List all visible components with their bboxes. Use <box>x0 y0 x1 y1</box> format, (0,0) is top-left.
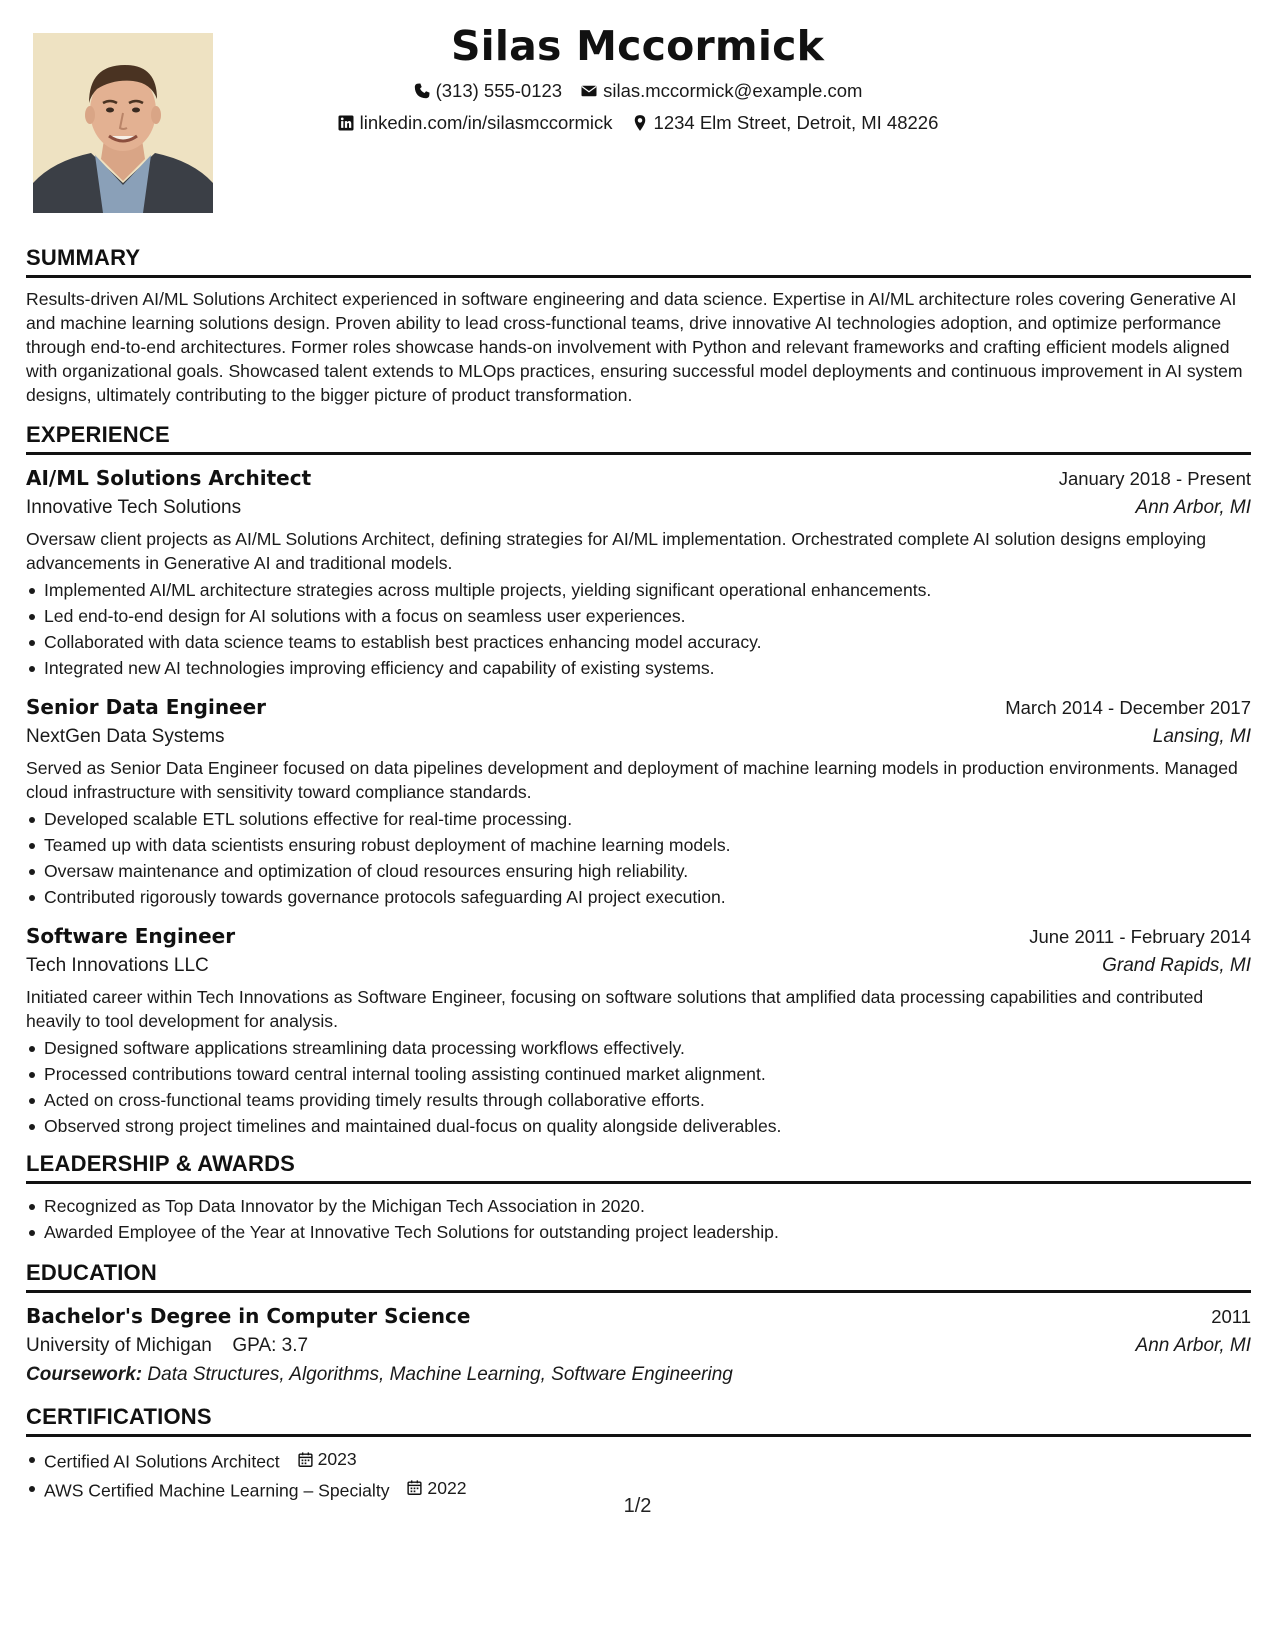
list-item: Contributed rigorously towards governance protocols safeguarding AI project execution. <box>26 884 1251 910</box>
list-item: Oversaw maintenance and optimization of cloud resources ensuring high reliability. <box>26 858 1251 884</box>
job-bullets <box>26 806 1251 910</box>
job-bullets <box>26 1035 1251 1139</box>
calendar-icon <box>406 1479 423 1496</box>
job-dates: June 2011 - February 2014 <box>1029 926 1251 947</box>
summary-section <box>26 245 1251 407</box>
resume-content <box>26 245 1251 1503</box>
coursework-text: Data Structures, Algorithms, Machine Learning, Software Engineering <box>147 1364 733 1385</box>
job-title: Senior Data Engineer <box>26 695 267 719</box>
job-bullets <box>26 577 1251 681</box>
job-location: Lansing, MI <box>1152 726 1251 747</box>
list-item: Collaborated with data science teams to establish best practices enhancing model accuracy. <box>26 629 1251 655</box>
list-item: Led end-to-end design for AI solutions with a focus on seamless user experiences. <box>26 603 1251 629</box>
job-company: Tech Innovations LLC <box>26 955 209 976</box>
leadership-list <box>26 1193 1251 1245</box>
section-title-experience: EXPERIENCE <box>26 422 1251 455</box>
experience-section <box>26 422 1251 1139</box>
job-entry <box>26 693 1251 910</box>
list-item: Observed strong project timelines and maintained dual-focus on quality alongside deliverables. <box>26 1113 1251 1139</box>
job-title: AI/ML Solutions Architect <box>26 466 312 490</box>
list-item: Recognized as Top Data Innovator by the Michigan Tech Association in 2020. <box>26 1193 1251 1219</box>
candidate-name: Silas Mccormick <box>450 22 825 70</box>
address-contact <box>631 112 939 134</box>
email-text: silas.mccormick@example.com <box>603 80 863 101</box>
list-item: Teamed up with data scientists ensuring robust deployment of machine learning models. <box>26 832 1251 858</box>
cert-name: AWS Certified Machine Learning – Specialty <box>44 1480 390 1500</box>
calendar-icon <box>297 1451 314 1468</box>
job-company: Innovative Tech Solutions <box>26 497 242 518</box>
certifications-section <box>26 1404 1251 1503</box>
list-item: Implemented AI/ML architecture strategies across multiple projects, yielding significant operational enhancements. <box>26 577 1251 603</box>
section-title-education: EDUCATION <box>26 1260 1251 1293</box>
list-item: Awarded Employee of the Year at Innovative Tech Solutions for outstanding project leadership. <box>26 1219 1251 1245</box>
section-title-certifications: CERTIFICATIONS <box>26 1404 1251 1437</box>
coursework-label: Coursework: <box>26 1364 143 1385</box>
cert-year: 2023 <box>317 1449 357 1469</box>
phone-contact[interactable] <box>413 80 563 102</box>
list-item: Processed contributions toward central internal tooling assisting continued market alignment. <box>26 1061 1251 1087</box>
envelope-icon <box>580 82 598 100</box>
education-section <box>26 1260 1251 1389</box>
list-item: Acted on cross-functional teams providing timely results through collaborative efforts. <box>26 1087 1251 1113</box>
contact-row-2 <box>0 112 1275 134</box>
school-location: Ann Arbor, MI <box>1135 1335 1251 1356</box>
list-item <box>26 1446 1251 1475</box>
map-pin-icon <box>631 114 649 132</box>
job-title: Software Engineer <box>26 924 236 948</box>
graduation-year: 2011 <box>1211 1306 1251 1327</box>
school-name: University of Michigan <box>26 1335 212 1356</box>
summary-text: Results-driven AI/ML Solutions Architect experienced in software engineering and data science. Expertise in AI/ML architecture roles covering Generative AI and machine learning solutions design. Proven ability to lead cross-functional teams, drive innovative AI technologies adoption, and optimize performance through end-to-end architectures. Former roles showcase hands-on involvement with Python and relevant frameworks and crafting efficient models aligned with organizational goals. Showcased talent extends to MLOps practices, ensuring successful model deployments and continuous improvement in AI system designs, ultimately contributing to the bigger picture of product transformation. <box>26 289 1243 405</box>
page-number: 1/2 <box>623 1495 652 1517</box>
phone-text: (313) 555-0123 <box>435 80 563 101</box>
linkedin-icon <box>337 114 355 132</box>
linkedin-text: linkedin.com/in/silasmccormick <box>359 112 613 133</box>
cert-name: Certified AI Solutions Architect <box>44 1451 280 1472</box>
section-title-leadership: LEADERSHIP & AWARDS <box>26 1151 1251 1184</box>
job-entry <box>26 922 1251 1139</box>
list-item: Integrated new AI technologies improving efficiency and capability of existing systems. <box>26 655 1251 681</box>
job-location: Grand Rapids, MI <box>1102 955 1251 976</box>
email-contact[interactable] <box>580 80 862 102</box>
section-title-summary: SUMMARY <box>26 245 1251 278</box>
gpa-text: GPA: 3.7 <box>232 1335 309 1356</box>
job-description: Initiated career within Tech Innovations as Software Engineer, focusing on software solutions that amplified data processing capabilities and contributed heavily to tool development for analysis. <box>26 987 1204 1031</box>
job-description: Oversaw client projects as AI/ML Solutions Architect, defining strategies for AI/ML implementation. Orchestrated complete AI solution designs employing advancements in Generative AI and traditional models. <box>26 529 1207 573</box>
job-location: Ann Arbor, MI <box>1135 497 1251 518</box>
contact-row-1 <box>0 80 1275 102</box>
job-dates: March 2014 - December 2017 <box>1005 697 1251 718</box>
job-description: Served as Senior Data Engineer focused on data pipelines development and deployment of machine learning models in production environments. Managed cloud infrastructure with sensitivity toward compliance standards. <box>26 758 1238 802</box>
list-item: Designed software applications streamlining data processing workflows effectively. <box>26 1035 1251 1061</box>
leadership-section <box>26 1151 1251 1245</box>
coursework-line <box>26 1361 1251 1389</box>
degree-title: Bachelor's Degree in Computer Science <box>26 1304 471 1328</box>
list-item: Developed scalable ETL solutions effective for real-time processing. <box>26 806 1251 832</box>
linkedin-contact[interactable] <box>337 112 613 134</box>
job-dates: January 2018 - Present <box>1058 468 1251 489</box>
job-company: NextGen Data Systems <box>26 726 225 747</box>
cert-year: 2022 <box>427 1477 467 1498</box>
address-text: 1234 Elm Street, Detroit, MI 48226 <box>653 112 939 133</box>
phone-icon <box>413 82 431 100</box>
job-entry <box>26 464 1251 681</box>
